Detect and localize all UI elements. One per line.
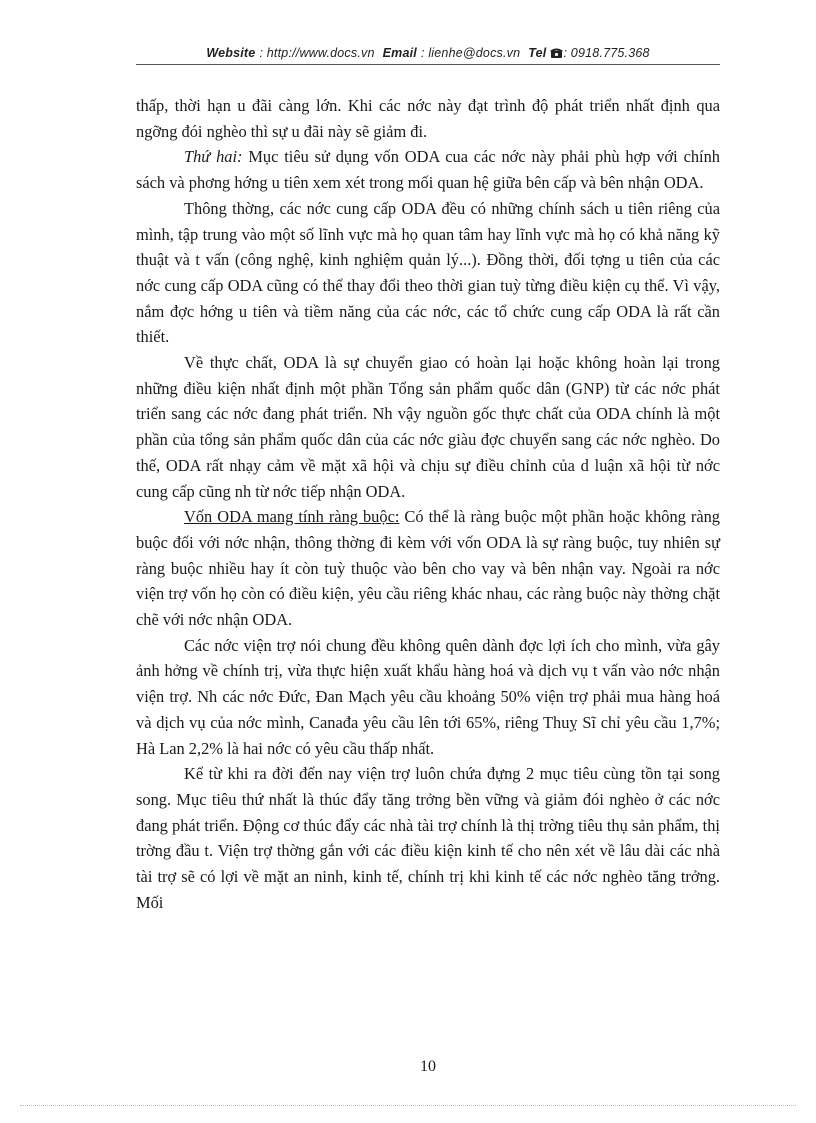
paragraph-3: Thông thờng, các nớc cung cấp ODA đều có những chính sách u tiên riêng của mình, tập trung vào một số lĩnh vực mà họ quan tâm hay lĩnh vực mà họ có khả năng kỹ thuật và t vấn (công nghệ, kinh nghiệm quản lý...). Đồng thời, đối tợng u tiên của các nớc cung cấp ODA cũng có thể thay đổi theo thời gian tuỳ từng điều kiện cụ thể. Vì vậy, nắm đợc hớng u tiên và tiềm năng của các nớc, các tổ chức cung cấp ODA là rất cần thiết. — [136, 198, 720, 347]
paragraph-7: Kể từ khi ra đời đến nay viện trợ luôn chứa đựng 2 mục tiêu cùng tồn tại song song. Mục tiêu thứ nhất là thúc đẩy tăng trởng bền vững và giảm đói nghèo ở các nớc đang phát triển. Động cơ thúc đẩy các nhà tài trợ chính là thị trờng tiêu thụ sản phẩm, thị trờng đầu t. Viện trợ thờng gắn với các điều kiện kinh tế cho nên xét về lâu dài các nhà tài trợ sẽ có lợi về mặt an ninh, kinh tế, chính trị khi kinh tế các nớc nghèo tăng trởng. Mối — [136, 764, 720, 912]
page-number: 10 — [420, 1058, 436, 1075]
paragraph-5-text: Có thể là ràng buộc một phần hoặc không ràng buộc đối với nớc nhận, thông thờng đi kèm với vốn ODA là sự ràng buộc, tuy nhiên sự ràng buộc nhiều hay ít còn tuỳ thuộc vào bên cho vay và bên nhận vay. Ngoài ra nớc viện trợ vốn họ còn có điều kiện, yêu cầu riêng khác nhau, các ràng buộc này thờng chặt chẽ với nớc nhận ODA. — [136, 507, 720, 630]
website-value: : http://www.docs.vn — [259, 46, 375, 60]
phone-icon — [550, 46, 563, 60]
paragraph-2-text: Mục tiêu sử dụng vốn ODA cua các nớc này phải phù hợp với chính sách và phơng hớng u tiên xem xét trong mối quan hệ giữa bên cấp và bên nhận ODA. — [136, 147, 720, 193]
header-rule — [136, 64, 720, 65]
email-value: : lienhe@docs.vn — [420, 46, 521, 60]
paragraph-2 — [136, 144, 720, 195]
paragraph-1: thấp, thời hạn u đãi càng lớn. Khi các nớc này đạt trình độ phát triển nhất định qua ngỡng đói nghèo thì sự u đãi này sẽ giảm đi. — [136, 96, 720, 141]
footer-dotted-rule — [20, 1105, 796, 1106]
paragraph-2-lead: Thứ hai: — [184, 147, 243, 167]
tel-label: Tel — [528, 46, 547, 60]
paragraph-4: Về thực chất, ODA là sự chuyển giao có hoàn lại hoặc không hoàn lại trong những điều kiện nhất định một phần Tổng sản phẩm quốc dân (GNP) từ các nớc phát triển sang các nớc đang phát triển. Nh vậy nguồn gốc thực chất của ODA chính là một phần của tổng sản phẩm quốc dân của các nớc giàu đợc chuyển sang các nớc nghèo. Do thế, ODA rất nhạy cảm về mặt xã hội và chịu sự điều chỉnh của d luận xã hội từ nớc cung cấp cũng nh từ nớc tiếp nhận ODA. — [136, 353, 720, 501]
paragraph-5 — [136, 504, 720, 633]
email-label: Email — [382, 46, 417, 60]
paragraph-6: Các nớc viện trợ nói chung đều không quên dành đợc lợi ích cho mình, vừa gây ảnh hởng về chính trị, vừa thực hiện xuất khẩu hàng hoá và dịch vụ t vấn vào nớc nhận viện trợ. Nh các nớc Đức, Đan Mạch yêu cầu khoảng 50% viện trợ phải mua hàng hoá và dịch vụ của nớc mình, Canađa yêu cầu lên tới 65%, riêng Thuỵ Sĩ chỉ yêu cầu 1,7%; Hà Lan 2,2% là hai nớc có yêu cầu thấp nhất. — [136, 635, 720, 758]
tel-value: : 0918.775.368 — [563, 46, 650, 60]
page-header — [136, 46, 720, 60]
paragraph-5-lead: Vốn ODA mang tính ràng buộc: — [184, 507, 400, 527]
website-label: Website — [206, 46, 256, 60]
page-body — [136, 93, 720, 916]
